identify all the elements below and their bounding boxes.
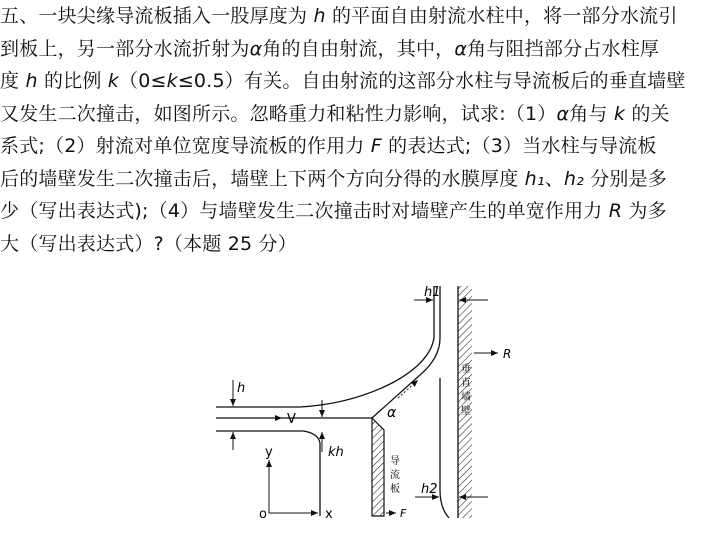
label-f: F: [400, 507, 407, 520]
deflected-jet-lower: [372, 286, 440, 418]
problem-text-run: 角与: [569, 102, 614, 125]
label-alpha: α: [387, 405, 397, 421]
math-variable: h: [313, 5, 326, 27]
problem-text-run: 又发生二次撞击，如图所示。忽略重力和粘性力影响，试求:（1）: [0, 102, 557, 125]
label-h1: h1: [424, 285, 441, 300]
problem-line: [0, 0, 720, 33]
problem-text-run: 的比例: [37, 70, 108, 92]
label-r: R: [503, 347, 512, 361]
problem-line: [0, 130, 720, 163]
problem-line: [0, 163, 720, 196]
problem-text-run: 的表达式;（3）当水柱与导流板: [381, 135, 657, 157]
wall-label-char: 垂: [461, 364, 471, 375]
math-variable: α: [249, 37, 263, 60]
wall-label-char: 壁: [461, 406, 471, 417]
math-variable: h₁: [524, 167, 545, 190]
problem-text-run: 分别是多: [583, 167, 668, 190]
plate-label-char: 板: [390, 484, 400, 495]
problem-text-run: 五、一块尖缘导流板插入一股厚度为: [0, 5, 314, 27]
problem-text-run: 大（写出表达式）?（本题 25 分）: [0, 232, 297, 255]
problem-text-run: （0≤: [119, 70, 167, 92]
problem-line: [0, 228, 720, 261]
plate-label-char: 导: [390, 456, 400, 467]
problem-text-run: 少（写出表达式);（4）与墙壁发生二次撞击时对墙壁产生的单宽作用力: [0, 200, 609, 222]
problem-text-run: 度: [0, 70, 26, 92]
math-variable: α: [556, 102, 570, 125]
deflected-jet-upper: [300, 286, 434, 407]
problem-text-run: 的关: [625, 102, 670, 125]
label-o: o: [259, 507, 267, 522]
math-variable: α: [454, 37, 468, 60]
math-variable: h₂: [563, 167, 584, 190]
math-variable: k: [613, 102, 626, 125]
problem-text-run: 角与阻挡部分占水柱厚: [467, 37, 660, 60]
math-variable: R: [608, 200, 623, 222]
problem-statement: [0, 0, 720, 260]
label-y: y: [265, 445, 273, 460]
problem-text-run: 、: [544, 167, 564, 190]
problem-text-run: ≤0.5）有关。自由射流的这部分水柱与导流板后的垂直墙壁: [177, 70, 686, 92]
problem-line: [0, 195, 720, 228]
math-variable: F: [370, 135, 382, 157]
problem-text-run: 后的墙壁发生二次撞击后，墙壁上下两个方向分得的水膜厚度: [0, 167, 525, 190]
math-variable: k: [166, 70, 178, 92]
plate-side-flow: [303, 431, 320, 516]
label-h2: h2: [421, 482, 438, 497]
problem-text-run: 到板上，另一部分水流折射为: [0, 37, 250, 60]
problem-line: [0, 33, 720, 66]
plate-label-char: 流: [390, 470, 400, 481]
label-h: h: [237, 381, 246, 396]
problem-text-run: 系式;（2）射流对单位宽度导流板的作用力: [0, 135, 371, 157]
lower-film-boundary: [440, 378, 449, 518]
problem-line: [0, 98, 720, 131]
wall-label-char: 直: [461, 378, 471, 389]
label-v: V: [287, 412, 296, 427]
label-kh: kh: [328, 445, 344, 460]
problem-text-run: 的平面自由射流水柱中，将一部分水流引: [325, 5, 678, 27]
label-x: x: [325, 507, 333, 522]
math-variable: k: [107, 70, 119, 92]
jet-diagram: [0, 280, 720, 546]
problem-line: [0, 65, 720, 98]
math-variable: h: [25, 70, 38, 92]
wall-label-char: 墙: [461, 392, 471, 403]
deflected-flow-arrow: [398, 380, 418, 398]
problem-text-run: 为多: [622, 200, 667, 222]
guide-plate: [372, 418, 384, 516]
problem-text-run: 角的自由射流，其中，: [262, 37, 455, 60]
plate-label: [390, 455, 400, 495]
